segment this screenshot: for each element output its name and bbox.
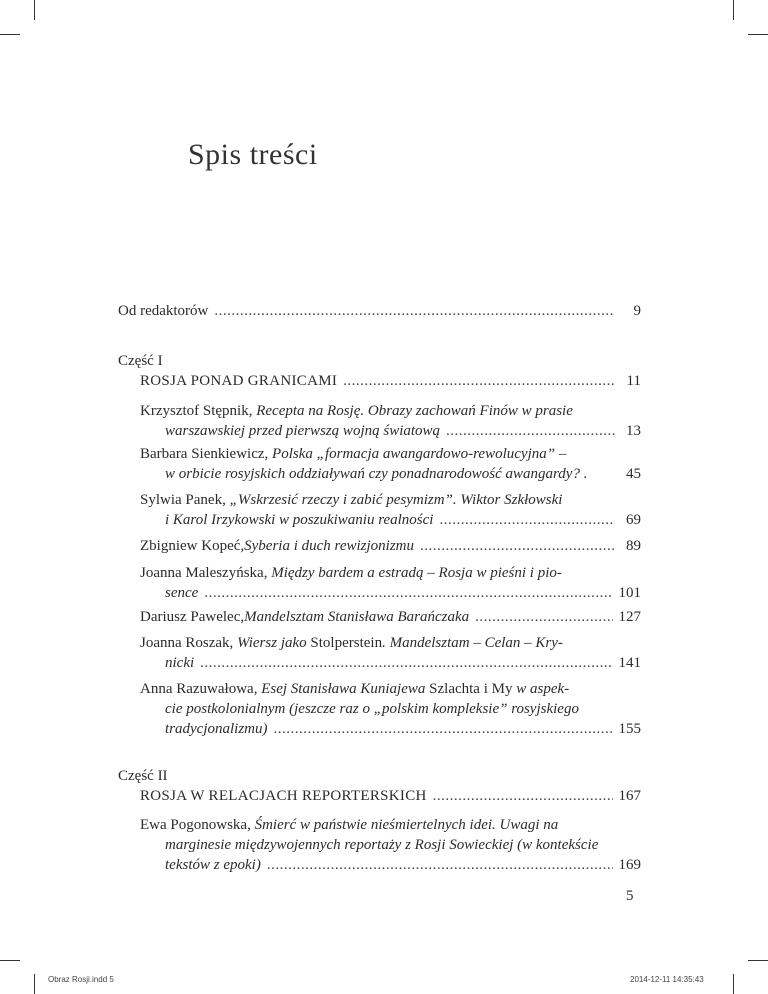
page-folio: 5: [626, 888, 634, 904]
entry-author: Ewa Pogonowska,: [140, 817, 255, 833]
entry-title: Polska „formacja awangardowo-rewolucyjna” –: [272, 446, 567, 462]
page-number: 13: [626, 423, 641, 439]
entry-title-roman: Szlachta i My: [429, 681, 513, 697]
entry-author: Dariusz Pawelec,: [140, 609, 245, 625]
part-heading: ROSJA PONAD GRANICAMI: [140, 373, 338, 389]
toc-entry[interactable]: [118, 444, 641, 484]
entry-title: Śmierć w państwie nieśmiertelnych idei. Uwagi na: [254, 817, 559, 833]
page-number: 11: [626, 373, 641, 389]
page-title: Spis treści: [188, 138, 318, 171]
crop-mark: [733, 974, 734, 994]
entry-title-roman: Stolperstein: [310, 635, 383, 651]
toc-entry[interactable]: [118, 401, 641, 441]
entry-author: Krzysztof Stępnik,: [140, 403, 257, 419]
entry-title-cont: marginesie międzywojennych reportaży z Rosji Sowieckiej (w kontekście: [165, 837, 599, 853]
page-number: 101: [618, 585, 641, 601]
entry-title: Syberia i duch rewizjonizmu: [244, 538, 414, 554]
entry-title-cont: cie postkolonialnym (jeszcze raz o „polskim kompleksie” rosyjskiego: [165, 701, 579, 717]
page-number: 127: [618, 609, 641, 625]
toc-entry[interactable]: [118, 490, 641, 530]
entry-title: Wiersz jako: [237, 635, 311, 651]
entry-title-cont: tekstów z epoki): [165, 857, 261, 873]
toc-entry[interactable]: [118, 607, 641, 627]
entry-title: „Wskrzesić rzeczy i zabić pesymizm”. Wiktor Szkłowski: [229, 492, 563, 508]
page-number: 169: [618, 857, 641, 873]
crop-mark: [34, 974, 35, 994]
page-number: 89: [626, 538, 641, 554]
slug-filename: Obraz Rosji.indd 5: [48, 975, 114, 984]
toc-part-1[interactable]: [118, 351, 641, 391]
entry-title-cont: sence: [165, 585, 199, 601]
crop-mark: [733, 0, 734, 20]
entry-title: w aspek-: [512, 681, 570, 697]
entry-title-cont: nicki: [165, 655, 195, 671]
part-label: Część II: [118, 768, 168, 784]
entry-author: Joanna Roszak,: [140, 635, 238, 651]
crop-mark: [748, 34, 768, 35]
part-heading: ROSJA W RELACJACH REPORTERSKICH: [140, 788, 427, 804]
crop-mark: [0, 34, 20, 35]
toc-part-2[interactable]: [118, 766, 641, 806]
entry-author: Zbigniew Kopeć,: [140, 538, 245, 554]
entry-title: Mandelsztam Stanisława Barańczaka: [244, 609, 470, 625]
entry-author: Barbara Sienkiewicz,: [140, 446, 273, 462]
entry-title: . Mandelsztam – Celan – Kry-: [382, 635, 563, 651]
entry-title-cont: w orbicie rosyjskich oddziaływań czy ponadnarodowość awangardy? .: [165, 466, 588, 482]
page-number: 9: [633, 303, 641, 319]
entry-title: Między bardem a estradą – Rosja w pieśni i pio-: [271, 565, 562, 581]
entry-title-cont: warszawskiej przed pierwszą wojną światową: [165, 423, 441, 439]
toc-entry[interactable]: [118, 633, 641, 673]
toc-entry-od-redaktorow[interactable]: [118, 301, 641, 321]
toc-entry[interactable]: [118, 563, 641, 603]
entry-title: Od redaktorów: [118, 303, 209, 319]
toc-entry[interactable]: [118, 815, 641, 875]
crop-mark: [748, 960, 768, 961]
slug-timestamp: 2014-12-11 14:35:43: [630, 975, 704, 984]
entry-title-cont: tradycjonalizmu): [165, 721, 268, 737]
page-number: 45: [626, 466, 641, 482]
entry-title: Esej Stanisława Kuniajewa: [261, 681, 430, 697]
page-number: 69: [626, 512, 641, 528]
page-number: 155: [618, 721, 641, 737]
crop-mark: [34, 0, 35, 20]
entry-author: Joanna Maleszyńska,: [140, 565, 272, 581]
entry-author: Anna Razuwałowa,: [140, 681, 262, 697]
page-number: 167: [618, 788, 641, 804]
part-label: Część I: [118, 353, 163, 369]
toc-entry[interactable]: [118, 536, 641, 556]
crop-mark: [0, 960, 20, 961]
page-number: 141: [618, 655, 641, 671]
entry-title-cont: i Karol Irzykowski w poszukiwaniu realności: [165, 512, 434, 528]
entry-title: Recepta na Rosję. Obrazy zachowań Finów w prasie: [256, 403, 573, 419]
entry-author: Sylwia Panek,: [140, 492, 230, 508]
toc-entry[interactable]: [118, 679, 641, 739]
